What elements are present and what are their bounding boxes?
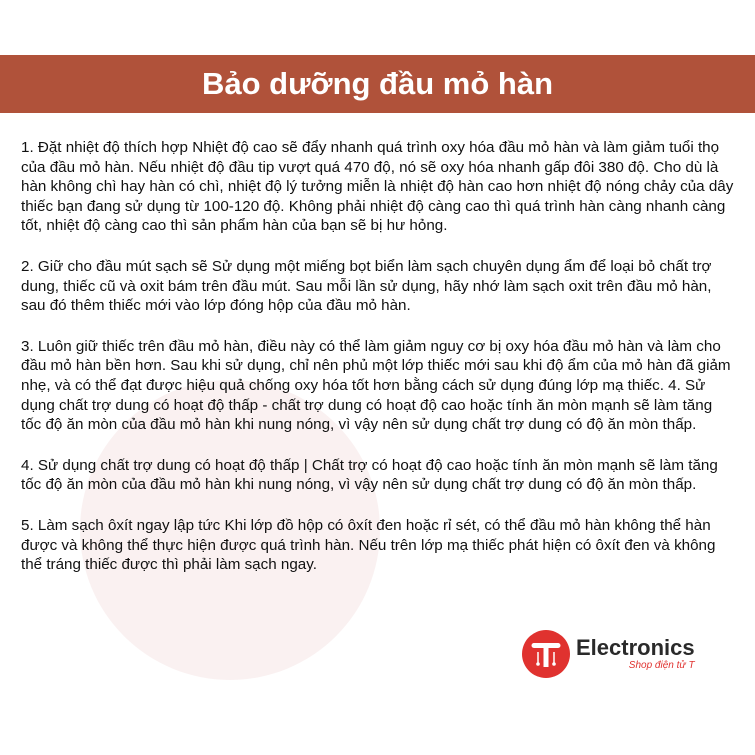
circuit-t-logo-icon	[522, 630, 570, 678]
brand-logo-block	[522, 628, 737, 680]
brand-text	[576, 636, 695, 672]
paragraph-1: 1. Đặt nhiệt độ thích hợp Nhiệt độ cao sẽ đẩy nhanh quá trình oxy hóa đầu mỏ hàn và làm giảm tuổi thọ của đầu mỏ hàn. Nếu nhiệt độ đầu tip vượt quá 470 độ, nó sẽ oxy hóa nhanh gấp đôi 380 độ. Cho dù là hàn không chì hay hàn có chì, nhiệt độ lý tưởng miễn là nhiệt độ hàn cao hơn nhiệt độ nóng chảy của dây thiếc bạn đang sử dụng từ 100-120 độ. Không phải nhiệt độ càng cao thì quá trình hàn càng nhanh càng tốt, nhiệt độ càng cao thì sản phẩm hàn của bạn sẽ bị hư hỏng.	[21, 139, 734, 235]
title-banner	[0, 55, 755, 113]
brand-name: Electronics	[576, 635, 695, 660]
page-title: Bảo dưỡng đầu mỏ hàn	[201, 66, 554, 101]
paragraph-2: 2. Giữ cho đầu mút sạch sẽ Sử dụng một miếng bọt biển làm sạch chuyên dụng ẩm để loại bỏ chất trợ dung, thiếc cũ và oxit bám trên đầu mút. Sau mỗi lần sử dụng, hãy nhớ làm sạch oxit trên đầu mỏ hàn, sau đó thêm thiếc mới vào lớp đóng hộp của đầu mỏ hàn.	[21, 257, 712, 315]
paragraph-5: 5. Làm sạch ôxít ngay lập tức Khi lớp đồ hộp có ôxít đen hoặc rỉ sét, có thể đầu mỏ hàn không thể hàn được và không thể thực hiện được quá trình hàn. Nếu trên lớp mạ thiếc phát hiện có ôxít đen và không thể tráng thiếc được thì phải làm sạch ngay.	[21, 516, 716, 574]
article-body	[21, 138, 736, 596]
paragraph-3: 3. Luôn giữ thiếc trên đầu mỏ hàn, điều này có thể làm giảm nguy cơ bị oxy hóa đầu mỏ hàn và làm cho đầu mỏ hàn bền hơn. Sau khi sử dụng, chỉ nên phủ một lớp thiếc mới sau khi độ ẩm của mỏ hàn đã giảm nhẹ, và có thể đạt được hiệu quả chống oxy hóa tốt hơn bằng cách sử dụng đúng lớp mạ thiếc. 4. Sử dụng chất trợ dung có hoạt độ thấp - chất trợ dung có hoạt độ cao hoặc tính ăn mòn mạnh sẽ làm tăng tốc độ ăn mòn của đầu mỏ hàn khi nung nóng, vì vậy nên sử dụng chất trợ dung có độ ăn mòn thấp.	[21, 337, 731, 434]
paragraph-4: 4. Sử dụng chất trợ dung có hoạt độ thấp | Chất trợ có hoạt độ cao hoặc tính ăn mòn mạnh sẽ làm tăng tốc độ ăn mòn của đầu mỏ hàn khi nung nóng, vì vậy nên sử dụng chất trợ dung có độ ăn mòn thấp.	[21, 456, 718, 494]
brand-tagline: Shop điện tử T	[628, 660, 695, 671]
